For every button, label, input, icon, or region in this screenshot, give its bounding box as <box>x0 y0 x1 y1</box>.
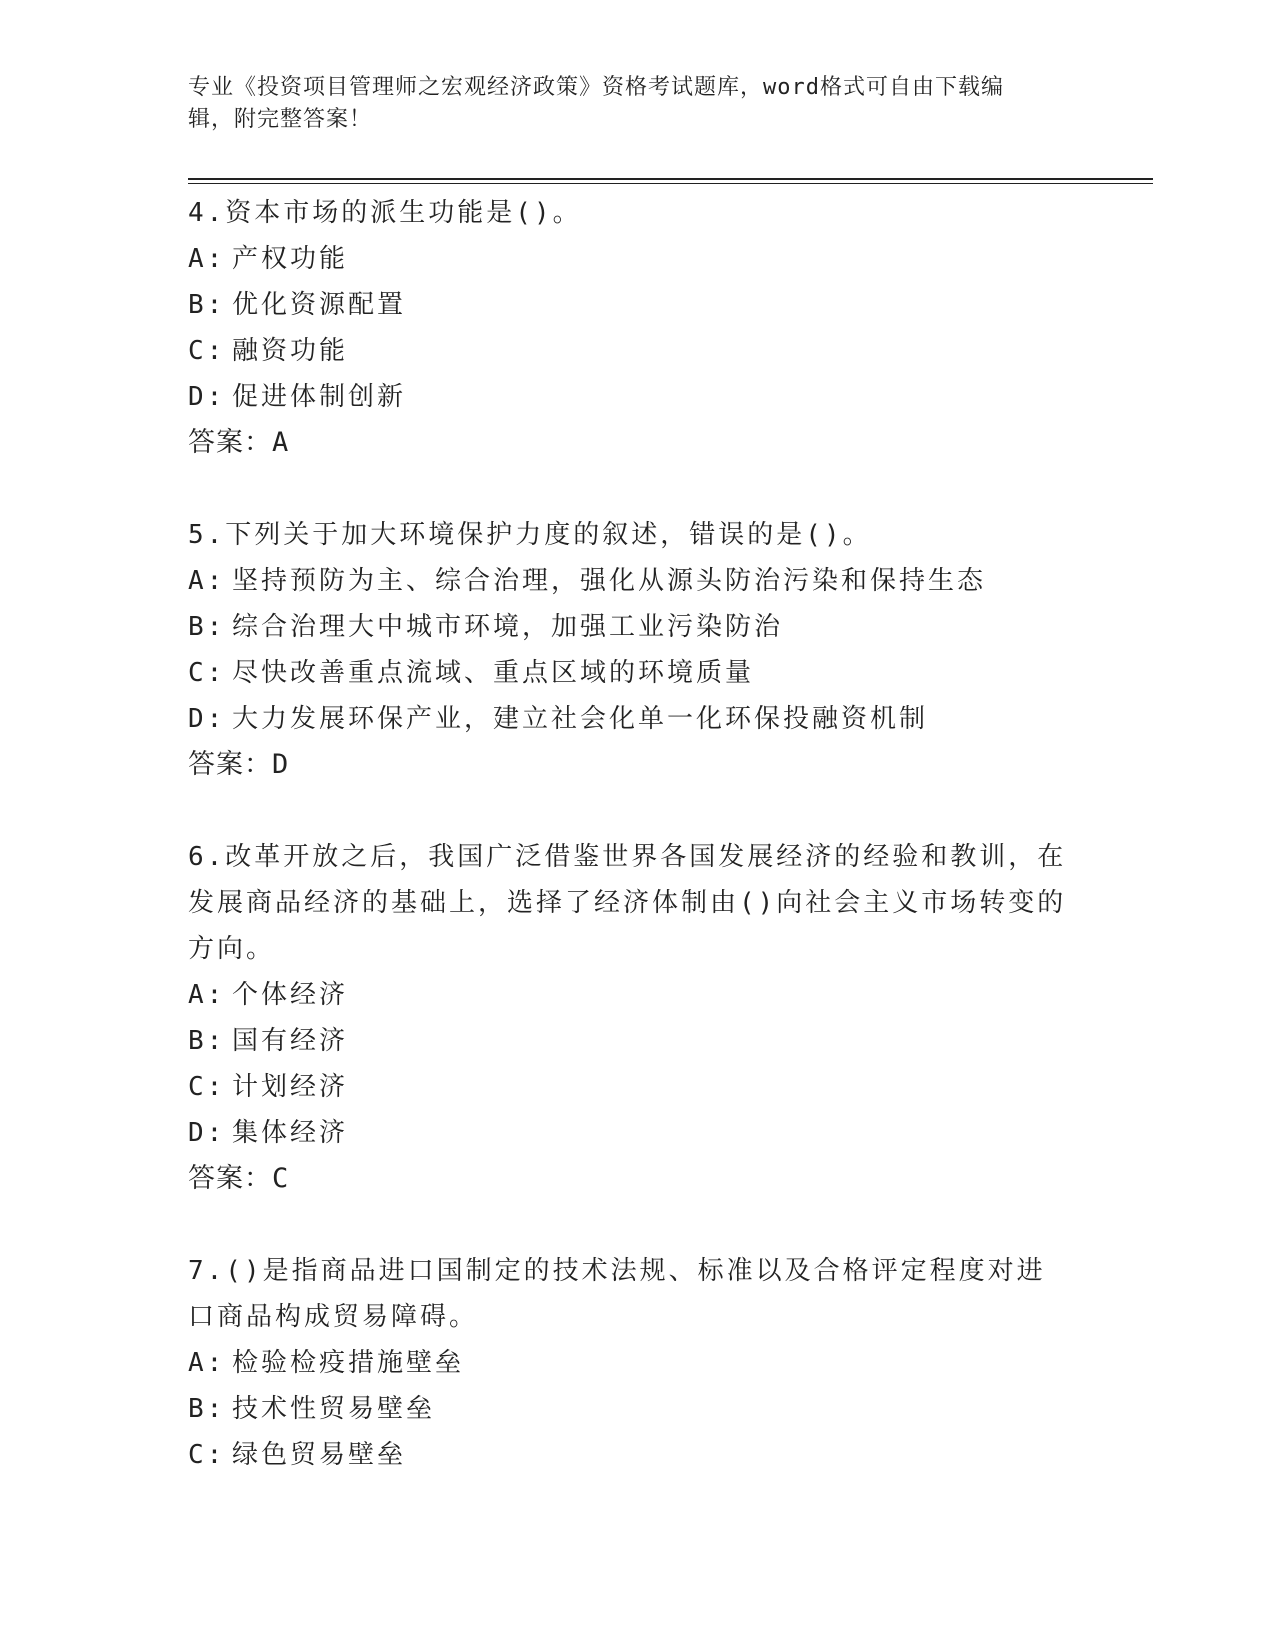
question-7 <box>188 1248 1068 1478</box>
question-5 <box>188 512 1068 788</box>
option-a <box>188 236 1068 282</box>
question-stem: 4.资本市场的派生功能是()。 <box>188 198 582 228</box>
option-d <box>188 374 1068 420</box>
option-text: 综合治理大中城市环境，加强工业污染防治 <box>232 612 784 642</box>
option-letter: A: <box>188 980 226 1010</box>
option-b <box>188 1018 1068 1064</box>
option-text: 促进体制创新 <box>232 382 407 412</box>
option-text: 计划经济 <box>232 1072 349 1102</box>
option-letter: B: <box>188 1394 226 1424</box>
answer-label: 答案：C <box>188 1163 290 1194</box>
header-line-1: 专业《投资项目管理师之宏观经济政策》资格考试题库，word格式可自由下载编 <box>188 75 1004 100</box>
option-b <box>188 282 1068 328</box>
option-letter: D: <box>188 382 226 412</box>
option-letter: A: <box>188 566 226 596</box>
header-divider-thick <box>188 178 1153 180</box>
option-b <box>188 1386 1068 1432</box>
question-stem: 5.下列关于加大环境保护力度的叙述，错误的是()。 <box>188 520 872 550</box>
option-b <box>188 604 1068 650</box>
option-letter: C: <box>188 1440 226 1470</box>
option-letter: C: <box>188 658 226 688</box>
option-c <box>188 650 1068 696</box>
option-letter: C: <box>188 1072 226 1102</box>
option-text: 集体经济 <box>232 1118 349 1148</box>
option-text: 绿色贸易壁垒 <box>232 1440 407 1470</box>
option-letter: A: <box>188 244 226 274</box>
option-c <box>188 328 1068 374</box>
option-letter: A: <box>188 1348 226 1378</box>
option-text: 优化资源配置 <box>232 290 407 320</box>
option-letter: B: <box>188 1026 226 1056</box>
option-letter: D: <box>188 1118 226 1148</box>
option-text: 检验检疫措施壁垒 <box>232 1348 465 1378</box>
answer-label: 答案：A <box>188 427 290 458</box>
option-text: 大力发展环保产业，建立社会化单一化环保投融资机制 <box>232 704 929 734</box>
option-letter: B: <box>188 290 226 320</box>
option-text: 国有经济 <box>232 1026 349 1056</box>
question-stem: 7.()是指商品进口国制定的技术法规、标准以及合格评定程度对进口商品构成贸易障碍。 <box>188 1256 1046 1332</box>
option-letter: B: <box>188 612 226 642</box>
question-6 <box>188 834 1068 1202</box>
option-letter: D: <box>188 704 226 734</box>
option-d <box>188 1110 1068 1156</box>
option-text: 融资功能 <box>232 336 349 366</box>
option-text: 个体经济 <box>232 980 349 1010</box>
question-stem: 6.改革开放之后，我国广泛借鉴世界各国发展经济的经验和教训，在发展商品经济的基础上，选择了经济体制由()向社会主义市场转变的方向。 <box>188 842 1067 964</box>
option-text: 尽快改善重点流域、重点区域的环境质量 <box>232 658 755 688</box>
question-list <box>188 190 1068 1524</box>
option-c <box>188 1064 1068 1110</box>
document-header <box>188 72 1068 136</box>
option-text: 产权功能 <box>232 244 349 274</box>
question-4 <box>188 190 1068 466</box>
option-d <box>188 696 1068 742</box>
header-divider-thin <box>188 183 1153 184</box>
option-text: 技术性贸易壁垒 <box>232 1394 436 1424</box>
answer-label: 答案：D <box>188 749 290 780</box>
option-a <box>188 1340 1068 1386</box>
option-c <box>188 1432 1068 1478</box>
option-letter: C: <box>188 336 226 366</box>
option-a <box>188 972 1068 1018</box>
option-text: 坚持预防为主、综合治理，强化从源头防治污染和保持生态 <box>232 566 987 596</box>
header-line-2: 辑，附完整答案！ <box>188 107 373 132</box>
option-a <box>188 558 1068 604</box>
